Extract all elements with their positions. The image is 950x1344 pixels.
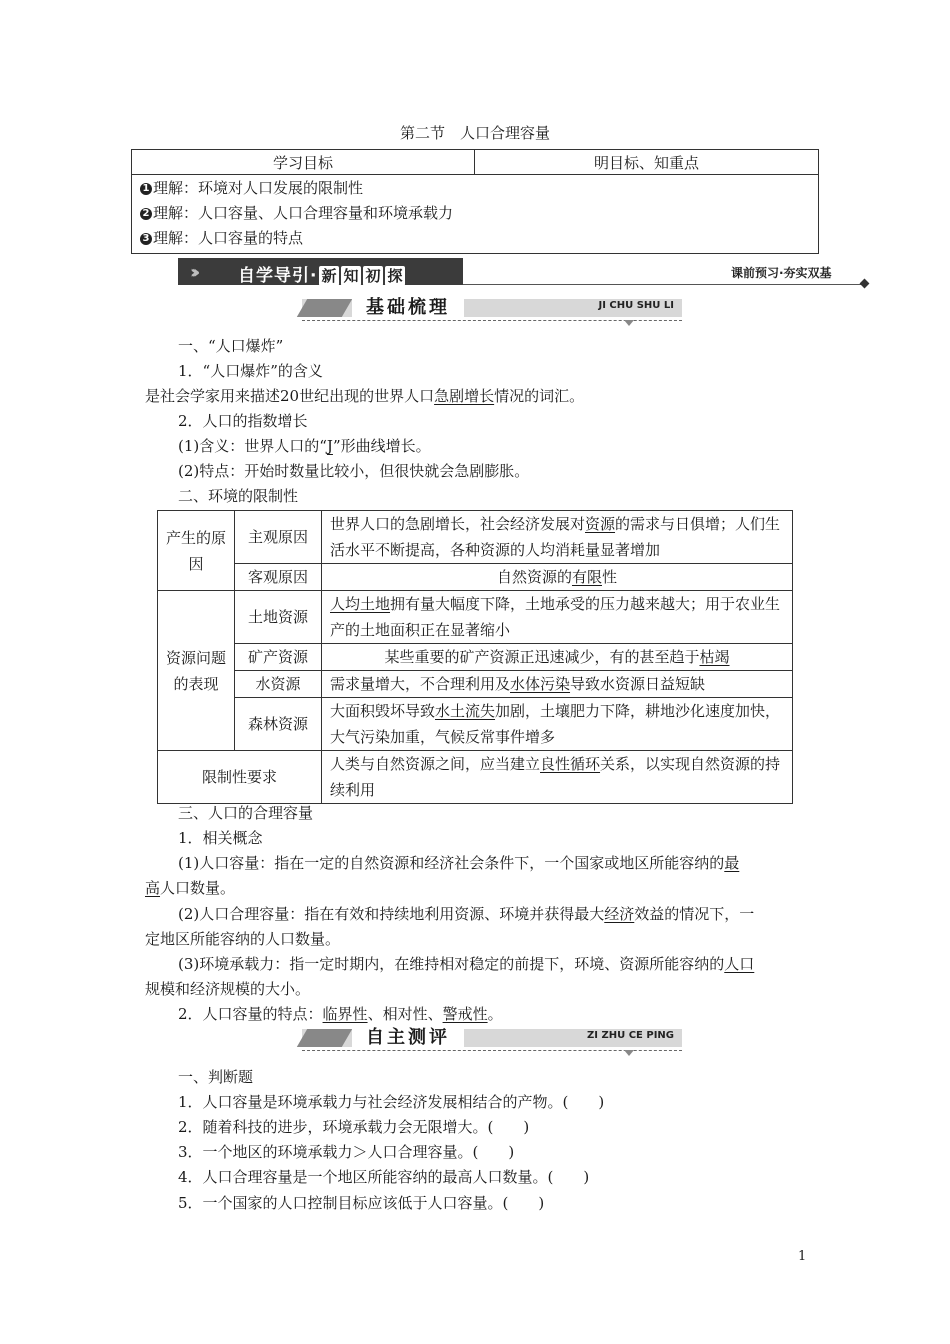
table-cell: 矿产资源 <box>235 644 322 671</box>
diamond-icon <box>860 279 870 289</box>
table-cell: 某些重要的矿产资源正迅速减少，有的甚至趋于枯竭 <box>322 644 793 671</box>
table-cell: 森林资源 <box>235 698 322 751</box>
triangle-down-icon <box>624 1050 634 1056</box>
quiz-item: 4．人口合理容量是一个地区所能容纳的最高人口数量。( ) <box>178 1168 590 1186</box>
paragraph: (1)含义：世界人口的“J”形曲线增长。 <box>178 437 431 455</box>
number-badge: 3 <box>140 233 152 245</box>
paragraph: 2．人口容量的特点：临界性、相对性、警戒性。 <box>178 1005 503 1023</box>
number-badge: 2 <box>140 208 152 220</box>
table-cell: 限制性要求 <box>158 751 322 804</box>
subheading: 1．“人口爆炸”的含义 <box>178 362 323 380</box>
section-title: 基础梳理 <box>352 296 464 320</box>
table-cell: 土地资源 <box>235 591 322 644</box>
paragraph: 是社会学家用来描述20世纪出现的世界人口急剧增长情况的词汇。 <box>145 387 585 405</box>
triangle-down-icon <box>624 320 634 326</box>
goal-item: 3 理解：人口容量的特点 <box>140 226 814 251</box>
quiz-item: 1．人口容量是环境承载力与社会经济发展相结合的产物。( ) <box>178 1093 605 1111</box>
heading: 一、“人口爆炸” <box>178 337 284 355</box>
chevron-right-icon: ››› <box>190 262 195 283</box>
banner-subtitle: 课前预习·夯实双基 <box>731 266 832 280</box>
quiz-item: 2．随着科技的进步，环境承载力会无限增大。( ) <box>178 1118 530 1136</box>
banner-title: 自学导引· 新 知 初 探 <box>238 266 404 286</box>
subheading: 2．人口的指数增长 <box>178 412 308 430</box>
section-banner <box>178 258 868 286</box>
section-header-jichu <box>302 297 682 321</box>
goals-header-left: 学习目标 <box>132 150 475 175</box>
page-number: 1 <box>798 1249 807 1264</box>
paragraph: (2)人口合理容量：指在有效和持续地利用资源、环境并获得最大经济效益的情况下，一 <box>178 905 755 923</box>
goals-header-right: 明目标、知重点 <box>475 150 819 175</box>
goal-item: 1 理解：环境对人口发展的限制性 <box>140 176 814 201</box>
table-cell: 产生的原因 <box>158 511 235 591</box>
table-cell: 客观原因 <box>235 564 322 591</box>
table-cell: 资源问题的表现 <box>158 591 235 751</box>
paragraph: (2)特点：开始时数量比较小，但很快就会急剧膨胀。 <box>178 462 530 480</box>
heading: 一、判断题 <box>178 1068 254 1086</box>
section-title: 自主测评 <box>352 1026 464 1050</box>
heading: 二、环境的限制性 <box>178 487 299 505</box>
quiz-item: 3．一个地区的环境承载力＞人口合理容量。( ) <box>178 1143 515 1161</box>
page-title: 第二节 人口合理容量 <box>399 124 550 142</box>
table-cell: 人类与自然资源之间，应当建立良性循环关系，以实现自然资源的持续利用 <box>322 751 793 804</box>
goal-item: 2 理解：人口容量、人口合理容量和环境承载力 <box>140 201 814 226</box>
banner-rule <box>463 284 865 285</box>
quiz-item: 5．一个国家的人口控制目标应该低于人口容量。( ) <box>178 1194 545 1212</box>
paragraph: 高人口数量。 <box>145 879 236 897</box>
paragraph: (1)人口容量：指在一定的自然资源和经济社会条件下，一个国家或地区所能容纳的最 <box>178 854 740 872</box>
number-badge: 1 <box>140 183 152 195</box>
paragraph: (3)环境承载力：指一定时期内，在维持相对稳定的前提下，环境、资源所能容纳的人口 <box>178 955 755 973</box>
paragraph: 规模和经济规模的大小。 <box>145 980 311 998</box>
heading: 三、人口的合理容量 <box>178 804 314 822</box>
paragraph: 定地区所能容纳的人口数量。 <box>145 930 341 948</box>
table-cell: 大面积毁坏导致水土流失加剧，土壤肥力下降，耕地沙化速度加快，大气污染加重，气候反常事件增多 <box>322 698 793 751</box>
table-cell: 人均土地拥有量大幅度下降，土地承受的压力越来越大；用于农业生产的土地面积正在显著缩小 <box>322 591 793 644</box>
table-cell: 需求量增大，不合理利用及水体污染导致水资源日益短缺 <box>322 671 793 698</box>
table-cell: 水资源 <box>235 671 322 698</box>
learning-goals-table <box>131 149 819 254</box>
table-cell: 自然资源的有限性 <box>322 564 793 591</box>
section-subtitle: JI CHU SHU LI <box>598 300 674 311</box>
table-cell: 世界人口的急剧增长，社会经济发展对资源的需求与日俱增；人们生活水平不断提高，各种资源的人均消耗量显著增加 <box>322 511 793 564</box>
section-subtitle: ZI ZHU CE PING <box>587 1030 674 1041</box>
table-cell: 主观原因 <box>235 511 322 564</box>
limitation-table <box>157 510 793 804</box>
subheading: 1．相关概念 <box>178 829 263 847</box>
section-header-zizhu <box>302 1027 682 1051</box>
